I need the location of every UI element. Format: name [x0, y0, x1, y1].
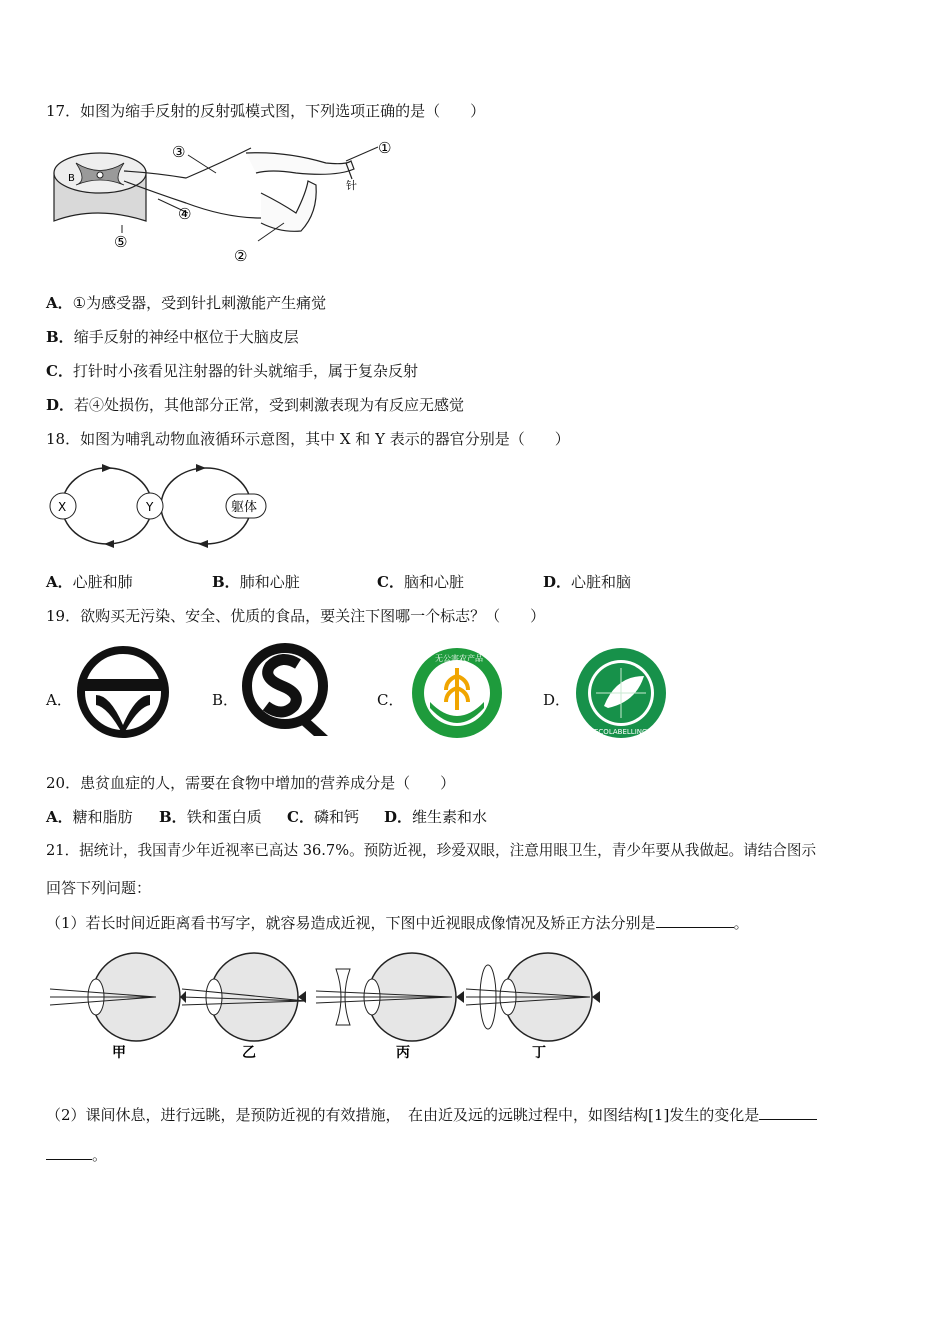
q18-stem: 18．如图为哺乳动物血液循环示意图，其中 X 和 Y 表示的器官分别是（ ）	[46, 430, 570, 448]
q21-part2-blank-b[interactable]	[46, 1144, 92, 1160]
eye-diagrams-figure	[46, 947, 616, 1065]
needle-label: 针	[346, 179, 357, 192]
pollution-free-text: 无公害农产品	[435, 654, 483, 663]
q20-option-a[interactable]: A．糖和脂肪	[46, 808, 133, 826]
eye-jia	[50, 953, 186, 1061]
label-3: ③	[172, 143, 186, 161]
eye-label-bing: 丙	[396, 1045, 410, 1061]
node-body: 躯体	[231, 500, 258, 515]
eye-label-yi: 乙	[242, 1045, 256, 1061]
q19-option-c-label[interactable]: C．	[377, 691, 404, 709]
label-1: ①	[378, 139, 392, 157]
reflex-arc-figure	[46, 133, 406, 268]
q20-option-d[interactable]: D．维生素和水	[384, 808, 488, 826]
q21-part2-cont: 。	[46, 1144, 107, 1165]
label-5: ⑤	[114, 233, 128, 251]
label-4: ④	[178, 205, 192, 223]
q20-option-c[interactable]: C．磷和钙	[287, 808, 359, 826]
q18-option-c[interactable]: C．脑和心脏	[377, 573, 464, 591]
q20-option-b[interactable]: B．铁和蛋白质	[159, 808, 262, 826]
q19-option-b-label[interactable]: B．	[212, 691, 239, 709]
q17-option-a[interactable]: A．①为感受器，受到针扎刺激能产生痛觉	[46, 294, 327, 312]
q17-option-b[interactable]: B．缩手反射的神经中枢位于大脑皮层	[46, 328, 299, 346]
label-2: ②	[234, 247, 248, 265]
q17-stem: 17．如图为缩手反射的反射弧模式图，下列选项正确的是（ ）	[46, 102, 486, 120]
q21-part1-blank[interactable]	[656, 912, 734, 928]
q18-option-a[interactable]: A．心脏和肺	[46, 573, 133, 591]
circulation-figure	[46, 460, 276, 552]
eye-ding	[466, 953, 600, 1061]
q19-stem: 19．欲购买无污染、安全、优质的食品，要关注下图哪一个标志？（ ）	[46, 607, 546, 625]
q21-stem-line1: 21．据统计，我国青少年近视率已高达 36.7%。预防近视，珍爱双眼，注意用眼卫生，青少年要从我做起。请结合图示	[46, 842, 817, 859]
qs-quality-logo[interactable]	[238, 640, 332, 740]
eco-label-logo[interactable]	[574, 646, 668, 740]
node-y: Y	[146, 500, 154, 514]
q19-option-a-label[interactable]: A．	[46, 691, 72, 709]
region-b-label: B	[68, 173, 75, 184]
q21-stem-line2: 回答下列问题：	[46, 879, 152, 897]
q19-option-d-label[interactable]: D．	[543, 691, 571, 709]
eye-label-jia: 甲	[112, 1045, 126, 1061]
q21-part2: （2）课间休息，进行远眺，是预防近视的有效措施， 在由近及远的远眺过程中，如图结构[1]发生的变化是	[46, 1104, 817, 1125]
q21-part2-blank-a[interactable]	[759, 1104, 817, 1120]
ccc-certification-logo[interactable]	[74, 643, 172, 741]
eye-yi	[182, 953, 306, 1061]
eye-bing	[316, 953, 464, 1061]
q17-option-c[interactable]: C．打针时小孩看见注射器的针头就缩手，属于复杂反射	[46, 362, 418, 380]
eco-label-text: ECOLABELLING	[594, 728, 648, 736]
pollution-free-produce-logo[interactable]	[410, 646, 504, 740]
q17-option-d[interactable]: D．若④处损伤，其他部分正常，受到刺激表现为有反应无感觉	[46, 396, 465, 414]
q21-part1: （1）若长时间近距离看书写字，就容易造成近视，下图中近视眼成像情况及矫正方法分别是 。	[46, 914, 749, 932]
q18-option-d[interactable]: D．心脏和脑	[543, 573, 632, 591]
q20-stem: 20．患贫血症的人，需要在食物中增加的营养成分是（ ）	[46, 774, 456, 792]
node-x: X	[58, 500, 67, 514]
q18-option-b[interactable]: B．肺和心脏	[212, 573, 300, 591]
eye-label-ding: 丁	[532, 1045, 546, 1061]
